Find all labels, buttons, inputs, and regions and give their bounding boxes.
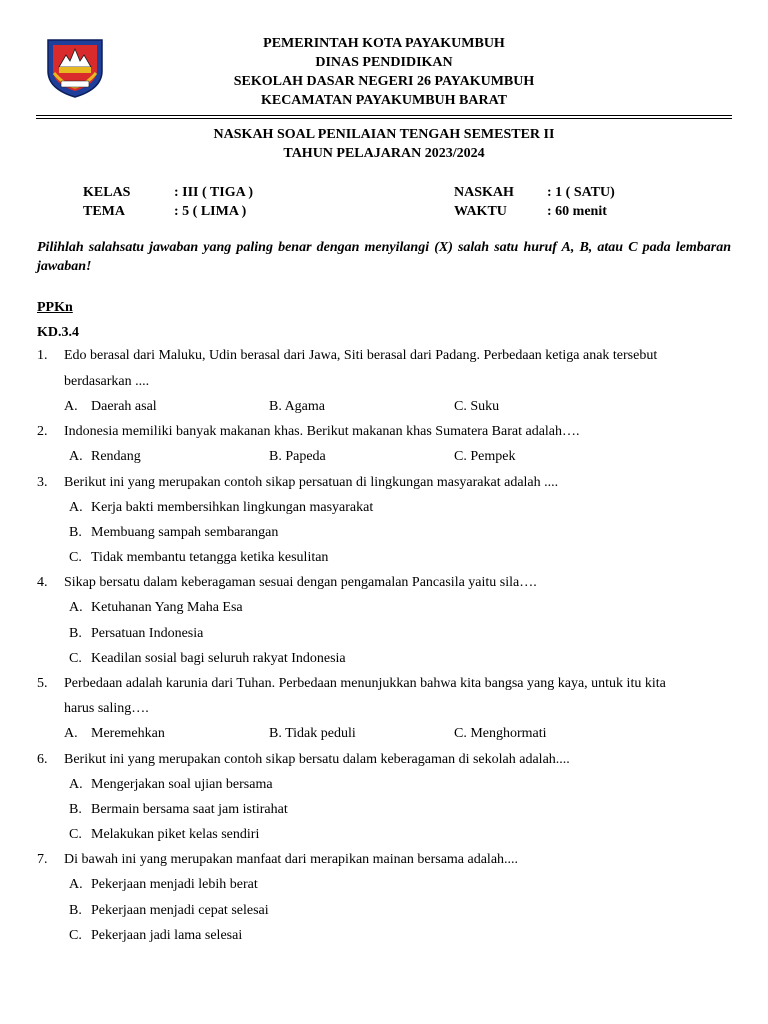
option-letter: C. [69, 550, 82, 565]
option-letter: C. [69, 651, 82, 666]
option-text: Ketuhanan Yang Maha Esa [91, 600, 243, 615]
option-text: Melakukan piket kelas sendiri [91, 827, 260, 842]
header-divider-thin [36, 118, 732, 119]
option-letter: B. [69, 626, 82, 641]
exam-title: NASKAH SOAL PENILAIAN TENGAH SEMESTER II [213, 127, 555, 142]
option-text: Daerah asal [91, 399, 157, 414]
naskah-label: NASKAH [454, 185, 514, 200]
option-text: Keadilan sosial bagi seluruh rakyat Indonesia [91, 651, 346, 666]
option-text: Membuang sampah sembarangan [91, 525, 279, 540]
option-text: C. Suku [454, 399, 500, 414]
tema-value: : 5 ( LIMA ) [174, 204, 247, 219]
option-text: Tidak membantu tetangga ketika kesulitan [91, 550, 329, 565]
question-text: Edo berasal dari Maluku, Udin berasal dari Jawa, Siti berasal dari Padang. Perbedaan ketiga anak tersebut [64, 348, 658, 363]
option-text: B. Agama [269, 399, 325, 414]
instruction-text: Pilihlah salahsatu jawaban yang paling benar dengan menyilangi (X) salah satu huruf A, B, atau C pada lembaran jawaban! [37, 240, 731, 274]
option-text: Pekerjaan menjadi cepat selesai [91, 903, 269, 918]
option-text: Rendang [91, 449, 141, 464]
question-text: Indonesia memiliki banyak makanan khas. Berikut makanan khas Sumatera Barat adalah…. [64, 424, 580, 439]
option-letter: A. [69, 500, 83, 515]
question-text: Perbedaan adalah karunia dari Tuhan. Perbedaan menunjukkan bahwa kita bangsa yang kaya, untuk itu kita [64, 676, 666, 691]
option-letter: A. [69, 449, 83, 464]
exam-year: TAHUN PELAJARAN 2023/2024 [283, 146, 485, 161]
option-letter: B. [69, 525, 82, 540]
header-line-government: PEMERINTAH KOTA PAYAKUMBUH [263, 36, 505, 51]
question-number: 5. [37, 676, 48, 691]
question-number: 4. [37, 575, 48, 590]
option-text: Persatuan Indonesia [91, 626, 204, 641]
option-text: Mengerjakan soal ujian bersama [91, 777, 273, 792]
option-text: C. Menghormati [454, 726, 547, 741]
kd-heading: KD.3.4 [37, 325, 79, 340]
header-line-department: DINAS PENDIDIKAN [315, 55, 453, 70]
question-text: Di bawah ini yang merupakan manfaat dari merapikan mainan bersama adalah.... [64, 852, 519, 867]
question-number: 7. [37, 852, 48, 867]
option-text: B. Papeda [269, 449, 326, 464]
tema-label: TEMA [83, 204, 125, 219]
question-number: 1. [37, 348, 48, 363]
option-text: C. Pempek [454, 449, 516, 464]
question-text: Berikut ini yang merupakan contoh sikap persatuan di lingkungan masyarakat adalah .... [64, 475, 559, 490]
header-line-school: SEKOLAH DASAR NEGERI 26 PAYAKUMBUH [233, 74, 535, 89]
header-line-district: KECAMATAN PAYAKUMBUH BARAT [260, 93, 508, 108]
option-letter: A. [69, 600, 83, 615]
kelas-value: : III ( TIGA ) [174, 185, 254, 200]
kelas-label: KELAS [83, 185, 131, 200]
option-text: Kerja bakti membersihkan lingkungan masyarakat [91, 500, 374, 515]
option-letter: C. [69, 827, 82, 842]
option-letter: A. [64, 726, 78, 741]
option-letter: C. [69, 928, 82, 943]
subject-heading: PPKn [37, 300, 73, 315]
option-letter: A. [69, 877, 83, 892]
option-text: Bermain bersama saat jam istirahat [91, 802, 288, 817]
naskah-value: : 1 ( SATU) [547, 185, 615, 200]
option-letter: A. [64, 399, 78, 414]
option-text: Pekerjaan menjadi lebih berat [91, 877, 258, 892]
waktu-label: WAKTU [454, 204, 507, 219]
question-text: Sikap bersatu dalam keberagaman sesuai dengan pengamalan Pancasila yaitu sila…. [64, 575, 537, 590]
header-divider-thick [36, 115, 732, 116]
question-number: 2. [37, 424, 48, 439]
waktu-value: : 60 menit [547, 204, 607, 219]
option-text: Meremehkan [91, 726, 165, 741]
question-text: Berikut ini yang merupakan contoh sikap bersatu dalam keberagaman di sekolah adalah.... [64, 752, 570, 767]
question-number: 6. [37, 752, 48, 767]
option-letter: B. [69, 802, 82, 817]
question-number: 3. [37, 475, 48, 490]
option-letter: B. [69, 903, 82, 918]
question-text: berdasarkan .... [64, 374, 150, 389]
option-text: Pekerjaan jadi lama selesai [91, 928, 243, 943]
question-text: harus saling…. [64, 701, 149, 716]
option-letter: A. [69, 777, 83, 792]
option-text: B. Tidak peduli [269, 726, 356, 741]
